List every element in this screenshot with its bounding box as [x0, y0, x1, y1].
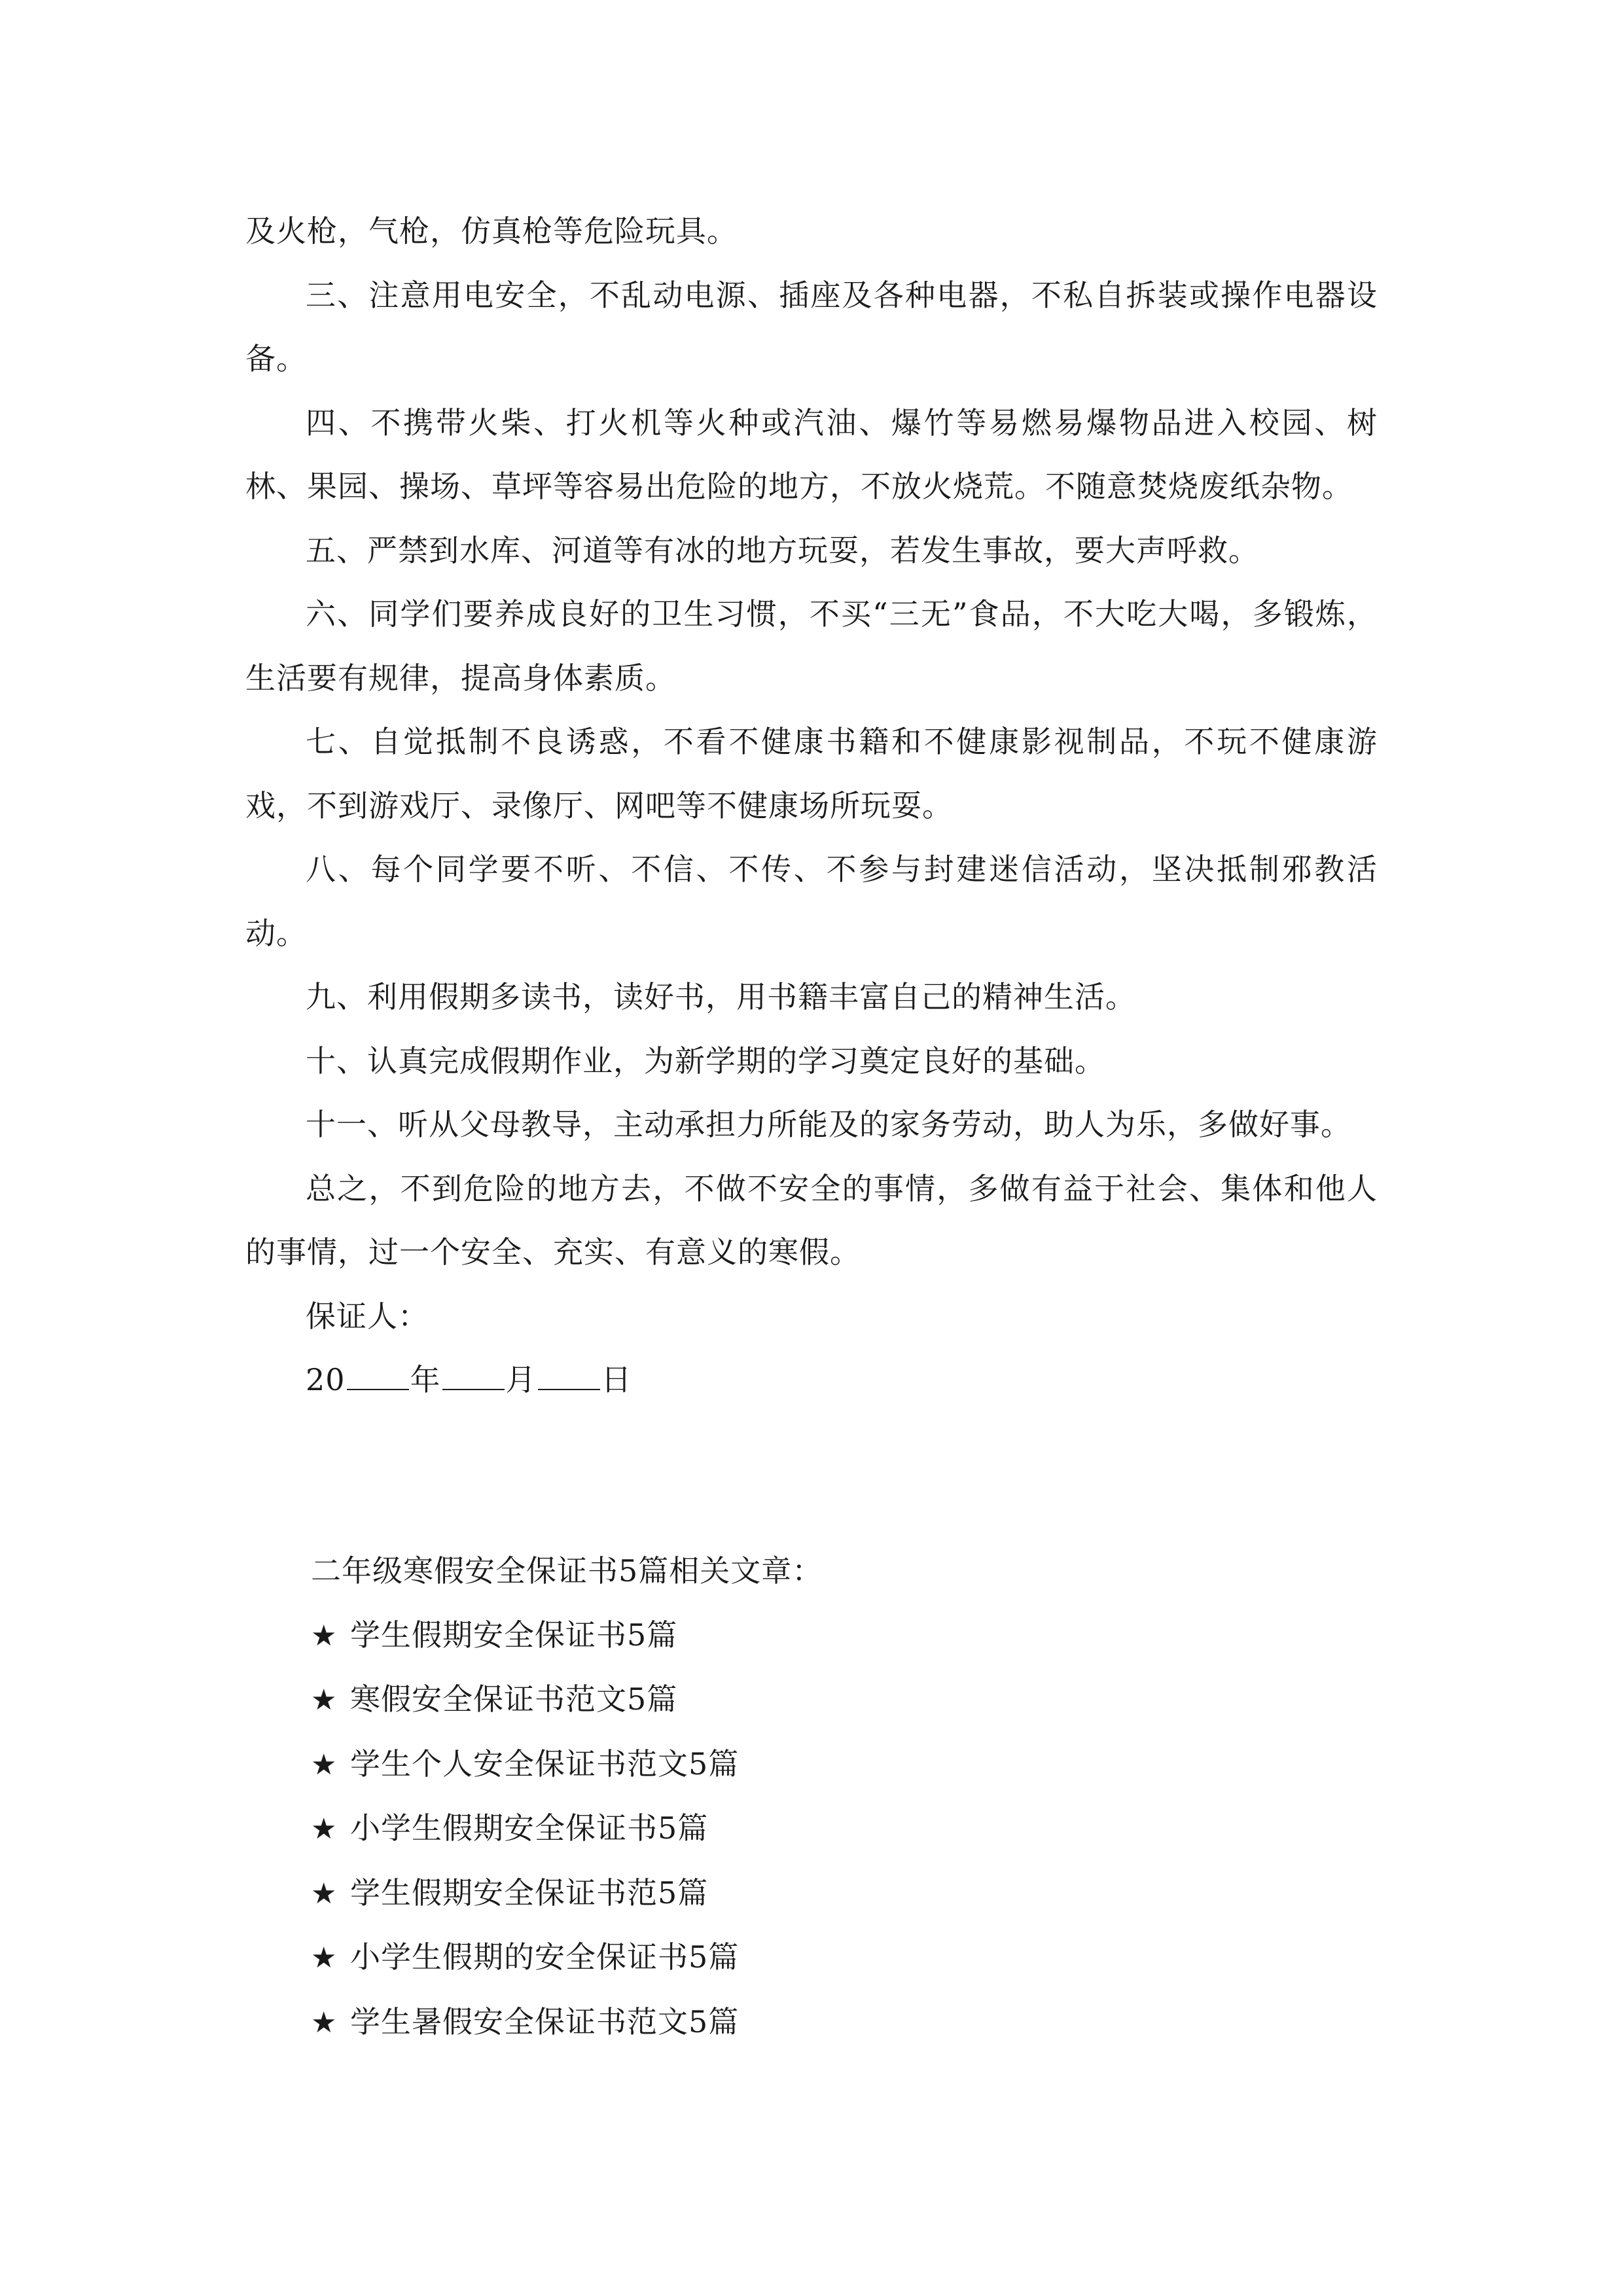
- date-line: [245, 1348, 1378, 1412]
- paragraph-item-5: 五、严禁到水库、河道等有冰的地方玩耍，若发生事故，要大声呼救。: [306, 532, 1259, 568]
- related-article-item: [311, 1604, 1358, 1668]
- paragraph-item-11: 十一、听从父母教导，主动承担力所能及的家务劳动，助人为乐，多做好事。: [306, 1107, 1351, 1142]
- guarantor-label: 保证人：: [306, 1298, 429, 1334]
- day-label: 日: [601, 1362, 632, 1397]
- related-article-link[interactable]: 小学生假期的安全保证书5篇: [350, 1939, 740, 1975]
- related-article-link[interactable]: 小学生假期安全保证书5篇: [350, 1810, 709, 1846]
- related-articles-title: 二年级寒假安全保证书5篇相关文章：: [311, 1553, 823, 1588]
- paragraph-item-3: 三、注意用电安全，不乱动电源、插座及各种电器，不私自拆装或操作电器设备。: [245, 277, 1378, 376]
- day-blank[interactable]: [538, 1363, 600, 1390]
- related-article-item: [311, 1668, 1358, 1732]
- paragraph-item-7: 七、自觉抵制不良诱惑，不看不健康书籍和不健康影视制品，不玩不健康游戏，不到游戏厅、录像厅、网吧等不健康场所玩耍。: [245, 724, 1378, 823]
- related-article-link[interactable]: 学生假期安全保证书范5篇: [350, 1874, 709, 1910]
- paragraph-continuation: 及火枪，气枪，仿真枪等危险玩具。: [245, 213, 738, 249]
- year-label: 年: [410, 1362, 441, 1397]
- related-article-link[interactable]: 学生个人安全保证书范文5篇: [350, 1746, 740, 1782]
- related-article-item: [311, 1926, 1358, 1990]
- paragraph-conclusion: 总之，不到危险的地方去，不做不安全的事情，多做有益于社会、集体和他人的事情，过一个安全、充实、有意义的寒假。: [245, 1170, 1378, 1270]
- star-icon: ★: [311, 1876, 338, 1910]
- related-articles: [311, 1539, 1358, 2054]
- related-article-item: [311, 1861, 1358, 1926]
- related-article-link[interactable]: 学生暑假安全保证书范文5篇: [350, 2003, 740, 2039]
- related-article-link[interactable]: 寒假安全保证书范文5篇: [350, 1681, 678, 1717]
- star-icon: ★: [311, 1941, 338, 1975]
- related-article-item: [311, 1732, 1358, 1797]
- year-blank[interactable]: [347, 1363, 409, 1390]
- paragraph-item-9: 九、利用假期多读书，读好书，用书籍丰富自己的精神生活。: [306, 979, 1136, 1014]
- paragraph-item-8: 八、每个同学要不听、不信、不传、不参与封建迷信活动，坚决抵制邪教活动。: [245, 852, 1378, 951]
- paragraph-item-6: 六、同学们要养成良好的卫生习惯，不买“三无”食品，不大吃大喝，多锻炼，生活要有规律，提高身体素质。: [245, 596, 1378, 696]
- related-article-item: [311, 1990, 1358, 2055]
- related-article-item: [311, 1797, 1358, 1861]
- star-icon: ★: [311, 1683, 338, 1717]
- star-icon: ★: [311, 1619, 338, 1653]
- paragraph-item-10: 十、认真完成假期作业，为新学期的学习奠定良好的基础。: [306, 1043, 1105, 1079]
- month-blank[interactable]: [442, 1363, 505, 1390]
- date-prefix: 20: [306, 1362, 346, 1397]
- star-icon: ★: [311, 2005, 338, 2039]
- main-text: [245, 200, 1378, 1412]
- related-articles-list: [311, 1604, 1358, 2055]
- month-label: 月: [505, 1362, 537, 1397]
- related-article-link[interactable]: 学生假期安全保证书5篇: [350, 1617, 678, 1653]
- paragraph-item-4: 四、不携带火柴、打火机等火种或汽油、爆竹等易燃易爆物品进入校园、树林、果园、操场、草坪等容易出危险的地方，不放火烧荒。不随意焚烧废纸杂物。: [245, 404, 1378, 504]
- star-icon: ★: [311, 1748, 338, 1782]
- star-icon: ★: [311, 1812, 338, 1846]
